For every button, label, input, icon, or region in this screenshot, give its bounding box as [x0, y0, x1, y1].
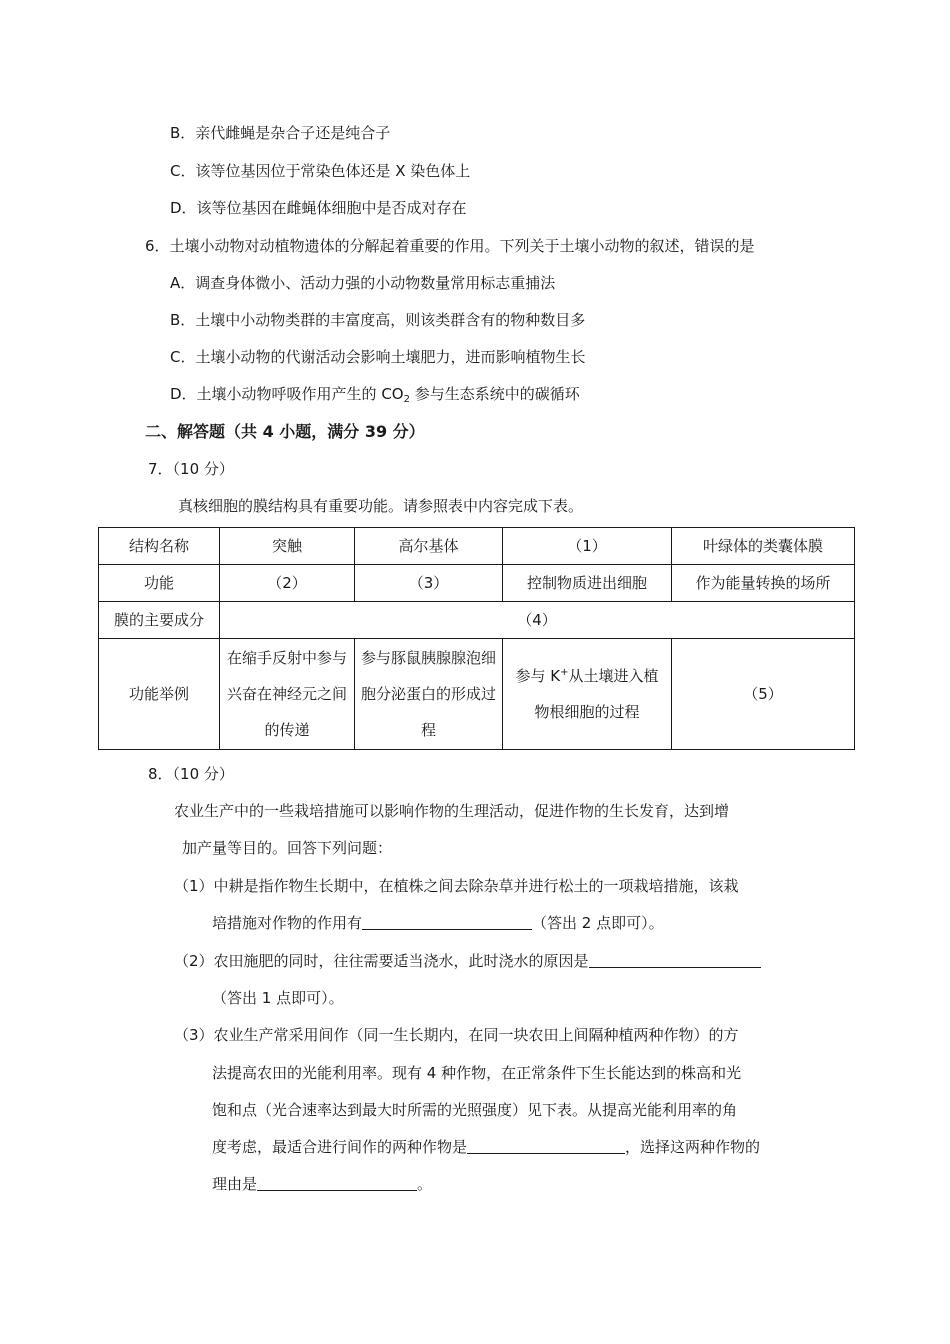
text: （2）农田施肥的同时，往往需要适当浇水，此时浇水的原因是 — [174, 952, 589, 970]
table-row — [99, 528, 855, 565]
q6-option-b: B．土壤中小动物类群的丰富度高，则该类群含有的物种数目多 — [170, 311, 586, 329]
q7-intro: 真核细胞的膜结构具有重要功能。请参照表中内容完成下表。 — [178, 497, 584, 515]
q8-part1-line2 — [212, 913, 664, 933]
table-cell — [503, 639, 672, 750]
table-cell: 在缩手反射中参与兴奋在神经元之间的传递 — [220, 639, 355, 750]
q8-part3-line4 — [212, 1137, 760, 1157]
table-cell: 功能 — [99, 565, 220, 602]
table-cell: 作为能量转换的场所 — [672, 565, 855, 602]
table-cell: 控制物质进出细胞 — [503, 565, 672, 602]
cell-text: 参与 K — [515, 667, 561, 685]
answer-blank[interactable] — [257, 1174, 417, 1191]
q5-option-d: D．该等位基因在雌蝇体细胞中是否成对存在 — [170, 199, 467, 217]
q5-option-c: C．该等位基因位于常染色体还是 X 染色体上 — [170, 162, 471, 180]
section-heading: 二、解答题（共 4 小题，满分 39 分） — [145, 422, 425, 441]
table-cell: 高尔基体 — [355, 528, 503, 565]
q8-number: 8．（10 分） — [148, 765, 234, 783]
table-cell: （2） — [220, 565, 355, 602]
q8-part3-line5 — [212, 1174, 432, 1194]
text: （答出 2 点即可）。 — [532, 914, 664, 932]
answer-blank[interactable] — [467, 1137, 625, 1154]
table-cell: 叶绿体的类囊体膜 — [672, 528, 855, 565]
q6-option-d — [170, 384, 580, 404]
table-row — [99, 639, 855, 750]
q6-option-d-pre: D．土壤小动物呼吸作用产生的 CO — [170, 385, 404, 403]
table-cell: 结构名称 — [99, 528, 220, 565]
q8-part1-line1: （1）中耕是指作物生长期中，在植株之间去除杂草并进行松土的一项栽培措施，该栽 — [174, 877, 739, 895]
text: 度考虑，最适合进行间作的两种作物是 — [212, 1138, 468, 1156]
answer-blank[interactable] — [362, 913, 532, 930]
table-cell: （5） — [672, 639, 855, 750]
co2-subscript: 2 — [403, 394, 410, 405]
q8-intro-line2: 加产量等目的。回答下列问题： — [182, 839, 393, 857]
table-row — [99, 565, 855, 602]
text: 理由是 — [212, 1175, 258, 1193]
table-row — [99, 602, 855, 639]
q6-option-c: C．土壤小动物的代谢活动会影响土壤肥力，进而影响植物生长 — [170, 348, 586, 366]
table-cell: 突触 — [220, 528, 355, 565]
text: 。 — [417, 1175, 433, 1193]
q8-part3-line1: （3）农业生产常采用间作（同一生长期内，在同一块农田上间隔种植两种作物）的方 — [174, 1026, 739, 1044]
cell-text: 从土壤进入植物根细胞的过程 — [534, 667, 659, 721]
answer-blank[interactable] — [589, 951, 761, 968]
table-cell: （3） — [355, 565, 503, 602]
q8-part3-line2: 法提高农田的光能利用率。现有 4 种作物，在正常条件下生长能达到的株高和光 — [212, 1064, 742, 1082]
table-cell: （1） — [503, 528, 672, 565]
text: 培措施对作物的作用有 — [212, 914, 363, 932]
q8-part2-line2: （答出 1 点即可）。 — [212, 989, 344, 1007]
q8-part2-line1 — [174, 951, 761, 971]
q6-option-a: A．调查身体微小、活动力强的小动物数量常用标志重捕法 — [170, 274, 556, 292]
q8-part3-line3: 饱和点（光合速率达到最大时所需的光照强度）见下表。从提高光能利用率的角 — [212, 1101, 738, 1119]
q6-stem: 6．土壤小动物对动植物遗体的分解起着重要的作用。下列关于土壤小动物的叙述，错误的是 — [145, 237, 755, 255]
table-cell: 参与豚鼠胰腺腺泡细胞分泌蛋白的形成过程 — [355, 639, 503, 750]
q5-option-b: B．亲代雌蝇是杂合子还是纯合子 — [170, 124, 391, 142]
table-cell: （4） — [220, 602, 855, 639]
table-cell: 功能举例 — [99, 639, 220, 750]
text: ，选择这两种作物的 — [625, 1138, 761, 1156]
q6-option-d-post: 参与生态系统中的碳循环 — [409, 385, 580, 403]
membrane-table — [98, 527, 855, 750]
q8-intro-line1: 农业生产中的一些栽培措施可以影响作物的生理活动，促进作物的生长发育，达到增 — [174, 802, 730, 820]
q7-number: 7．（10 分） — [148, 460, 234, 478]
k-superscript: + — [560, 667, 569, 678]
table-cell: 膜的主要成分 — [99, 602, 220, 639]
